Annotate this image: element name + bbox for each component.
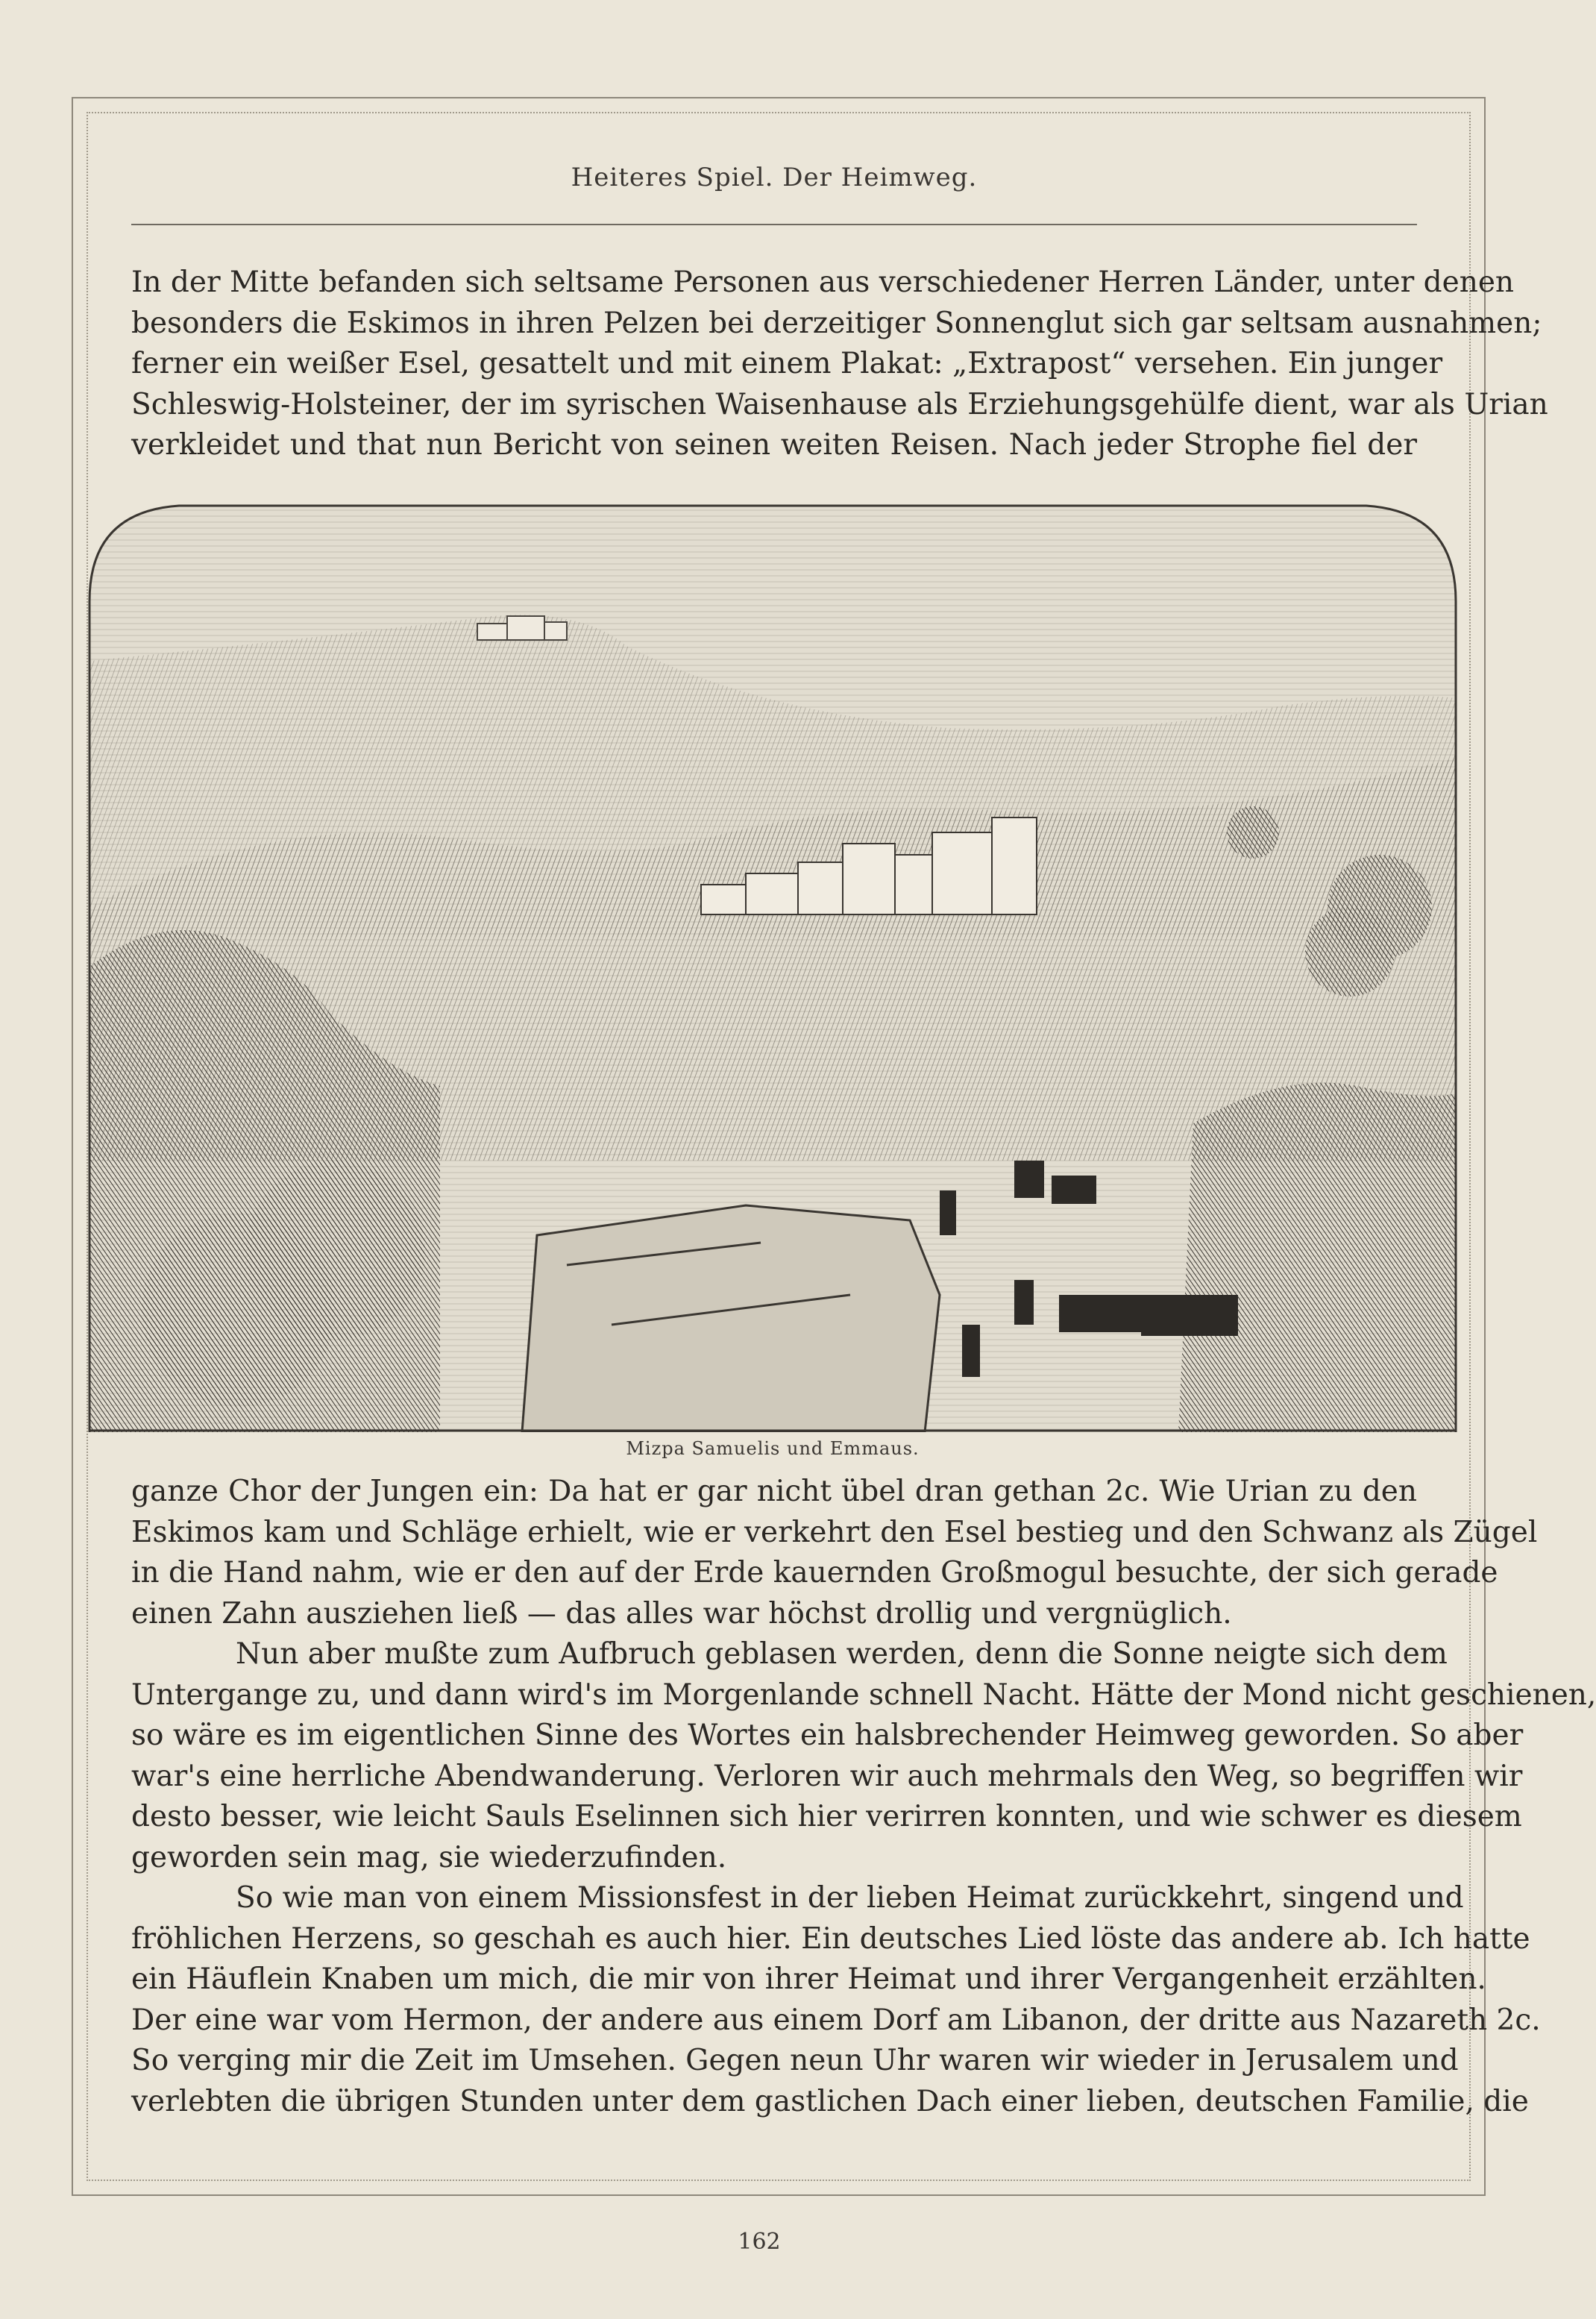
header-rule [131, 224, 1417, 225]
text-line: desto besser, wie leicht Sauls Eselinnen sich hier verirren konnten, und wie schwer es diesem [131, 1800, 1522, 1833]
text-line: ein Häuflein Knaben um mich, die mir von ihrer Heimat und ihrer Vergangenheit erzählten. [131, 1962, 1486, 1996]
running-head: Heiteres Spiel. Der Heimweg. [571, 163, 978, 192]
text-line: verkleidet und that nun Bericht von seinen weiten Reisen. Nach jeder Strophe fiel der [131, 428, 1417, 462]
text-line: einen Zahn ausziehen ließ — das alles war höchst drollig und vergnüglich. [131, 1596, 1232, 1631]
text-line: geworden sein mag, sie wiederzufinden. [131, 1840, 727, 1874]
text-line: In der Mitte befanden sich seltsame Personen aus verschiedener Herren Länder, unter denen [131, 266, 1515, 299]
text-line: so wäre es im eigentlichen Sinne des Wortes ein halsbrechender Heimweg geworden. So aber [131, 1719, 1524, 1752]
text-line: in die Hand nahm, wie er den auf der Erde kauernden Großmogul besuchte, der sich gerade [131, 1556, 1498, 1590]
engraving-illustration [89, 489, 1456, 1432]
text-line: So verging mir die Zeit im Umsehen. Gegen neun Uhr waren wir wieder in Jerusalem und [131, 2044, 1459, 2077]
text-line: ferner ein weißer Esel, gesattelt und mit einem Plakat: „Extrapost“ versehen. Ein junger [131, 347, 1443, 380]
illustration-caption: Mizpa Samuelis und Emmaus. [626, 1438, 920, 1459]
text-line: Der eine war vom Hermon, der andere aus einem Dorf am Libanon, der dritte aus Nazareth 2c. [131, 2003, 1541, 2037]
text-line: Nun aber mußte zum Aufbruch geblasen werden, denn die Sonne neigte sich dem [236, 1637, 1448, 1671]
text-block-bottom [131, 1472, 1596, 2122]
text-line: Untergange zu, und dann wird's im Morgenlande schnell Nacht. Hätte der Mond nicht geschienen, [131, 1678, 1596, 1712]
text-line: Eskimos kam und Schläge erhielt, wie er verkehrt den Esel bestieg und den Schwanz als Zügel [131, 1515, 1538, 1549]
text-line: So wie man von einem Missionsfest in der lieben Heimat zurückkehrt, singend und [236, 1881, 1464, 1915]
text-block-top [131, 263, 1548, 466]
text-line: war's eine herrliche Abendwanderung. Verloren wir auch mehrmals den Weg, so begriffen wir [131, 1759, 1523, 1793]
text-line: ganze Chor der Jungen ein: Da hat er gar nicht übel dran gethan 2c. Wie Urian zu den [131, 1475, 1417, 1508]
text-line: fröhlichen Herzens, so geschah es auch hier. Ein deutsches Lied löste das andere ab. Ich hatte [131, 1921, 1530, 1956]
page-number: 162 [738, 2229, 781, 2255]
text-line: verlebten die übrigen Stunden unter dem gastlichen Dach einer lieben, deutschen Familie, die [131, 2084, 1529, 2118]
text-line: besonders die Eskimos in ihren Pelzen bei derzeitiger Sonnenglut sich gar seltsam ausnahmen; [131, 306, 1542, 340]
text-line: Schleswig-Holsteiner, der im syrischen Waisenhause als Erziehungsgehülfe dient, war als Urian [131, 387, 1548, 421]
